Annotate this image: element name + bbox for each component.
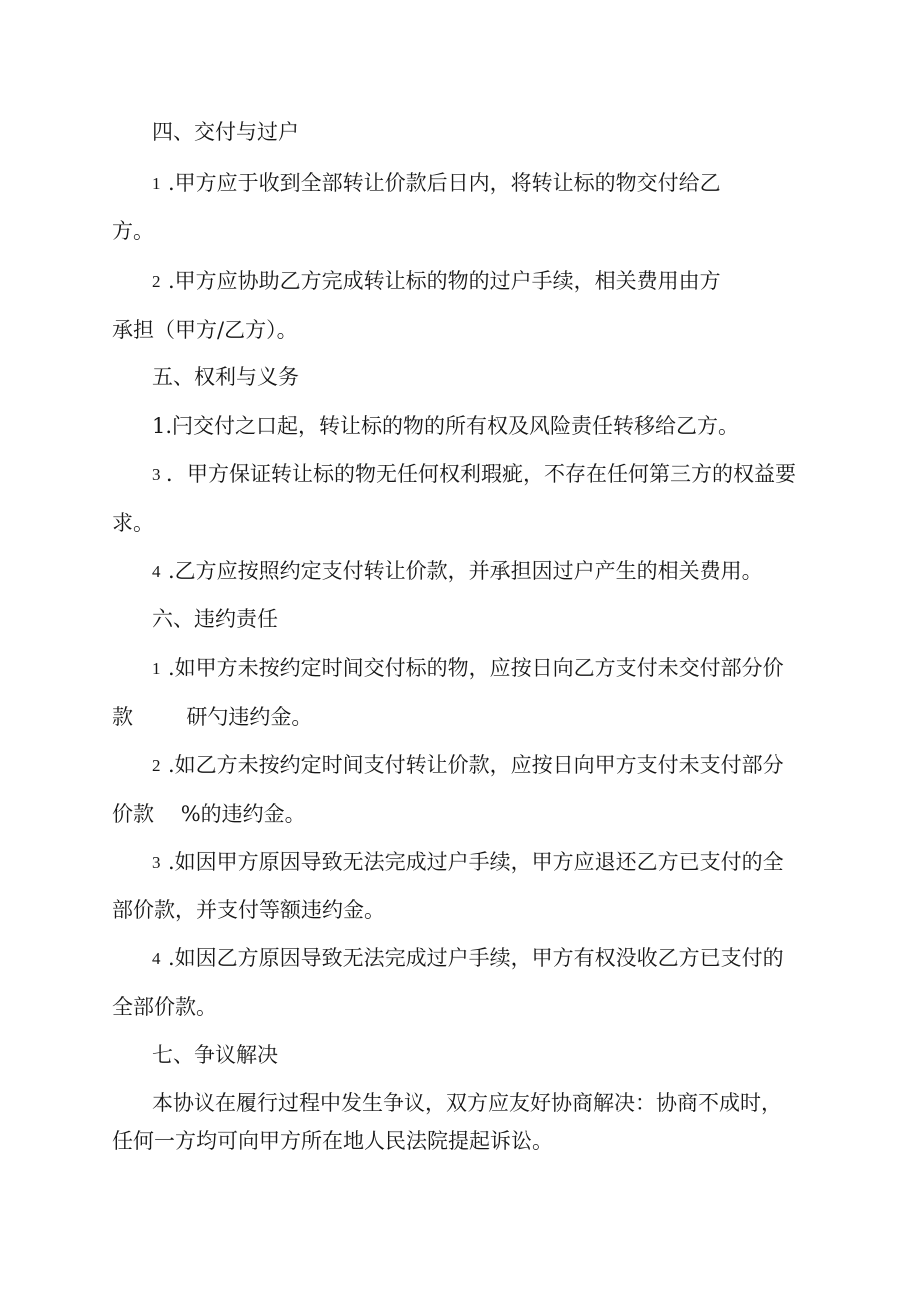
clause-text: 款 研勺违约金。 (112, 705, 313, 729)
clause-text: 价款 %的违约金。 (112, 802, 306, 826)
clause-text: .如甲方未按约定时间交付标的物，应按日向乙方支付未交付部分价 (168, 656, 784, 680)
clause-text: .如乙方未按约定时间支付转让价款，应按日向甲方支付未支付部分 (168, 753, 784, 777)
clause-text: .如因乙方原因导致无法完成过户手续，甲方有权没收乙方已支付的 (168, 946, 784, 970)
section-heading: 七、争议解决 (152, 1043, 278, 1067)
section-heading: 六、违约责任 (152, 607, 278, 631)
clause-text: 本协议在履行过程中发生争议，双方应友好协商解决：协商不成时， (152, 1091, 782, 1115)
clause-number: 2 (152, 272, 161, 291)
clause-text: 部价款，并支付等额违约金。 (112, 898, 385, 922)
clause-number: 3 (152, 853, 161, 872)
clause-text: .乙方应按照约定支付转让价款，并承担因过户产生的相关费用。 (168, 559, 763, 583)
clause-number: 3 (152, 465, 161, 484)
clause-number: 1 (152, 659, 161, 678)
section-heading: 四、交付与过户 (152, 120, 299, 144)
clause-text: ．甲方保证转让标的物无任何权利瑕疵，不存在任何第三方的权益要 (166, 462, 796, 486)
clause-number: 4 (152, 562, 161, 581)
clause-text: 方。 (112, 219, 154, 243)
clause-text: 求。 (112, 511, 154, 535)
clause-text: 全部价款。 (112, 995, 217, 1019)
clause-text: .甲方应协助乙方完成转让标的物的过户手续，相关费用由方 (168, 269, 721, 293)
clause-text: 1.闩交付之口起，转让标的物的所有权及风险责任转移给乙方。 (152, 414, 740, 438)
clause-text: 承担（甲方/乙方）。 (112, 318, 298, 342)
clause-text: .如因甲方原因导致无法完成过户手续，甲方应退还乙方已支付的全 (168, 850, 784, 874)
clause-text: 任何一方均可向甲方所在地人民法院提起诉讼。 (112, 1129, 553, 1153)
clause-number: 4 (152, 949, 161, 968)
clause-number: 2 (152, 756, 161, 775)
section-heading: 五、权利与义务 (152, 365, 299, 389)
clause-number: 1 (152, 174, 161, 193)
clause-text: .甲方应于收到全部转让价款后日内，将转让标的物交付给乙 (168, 171, 721, 195)
